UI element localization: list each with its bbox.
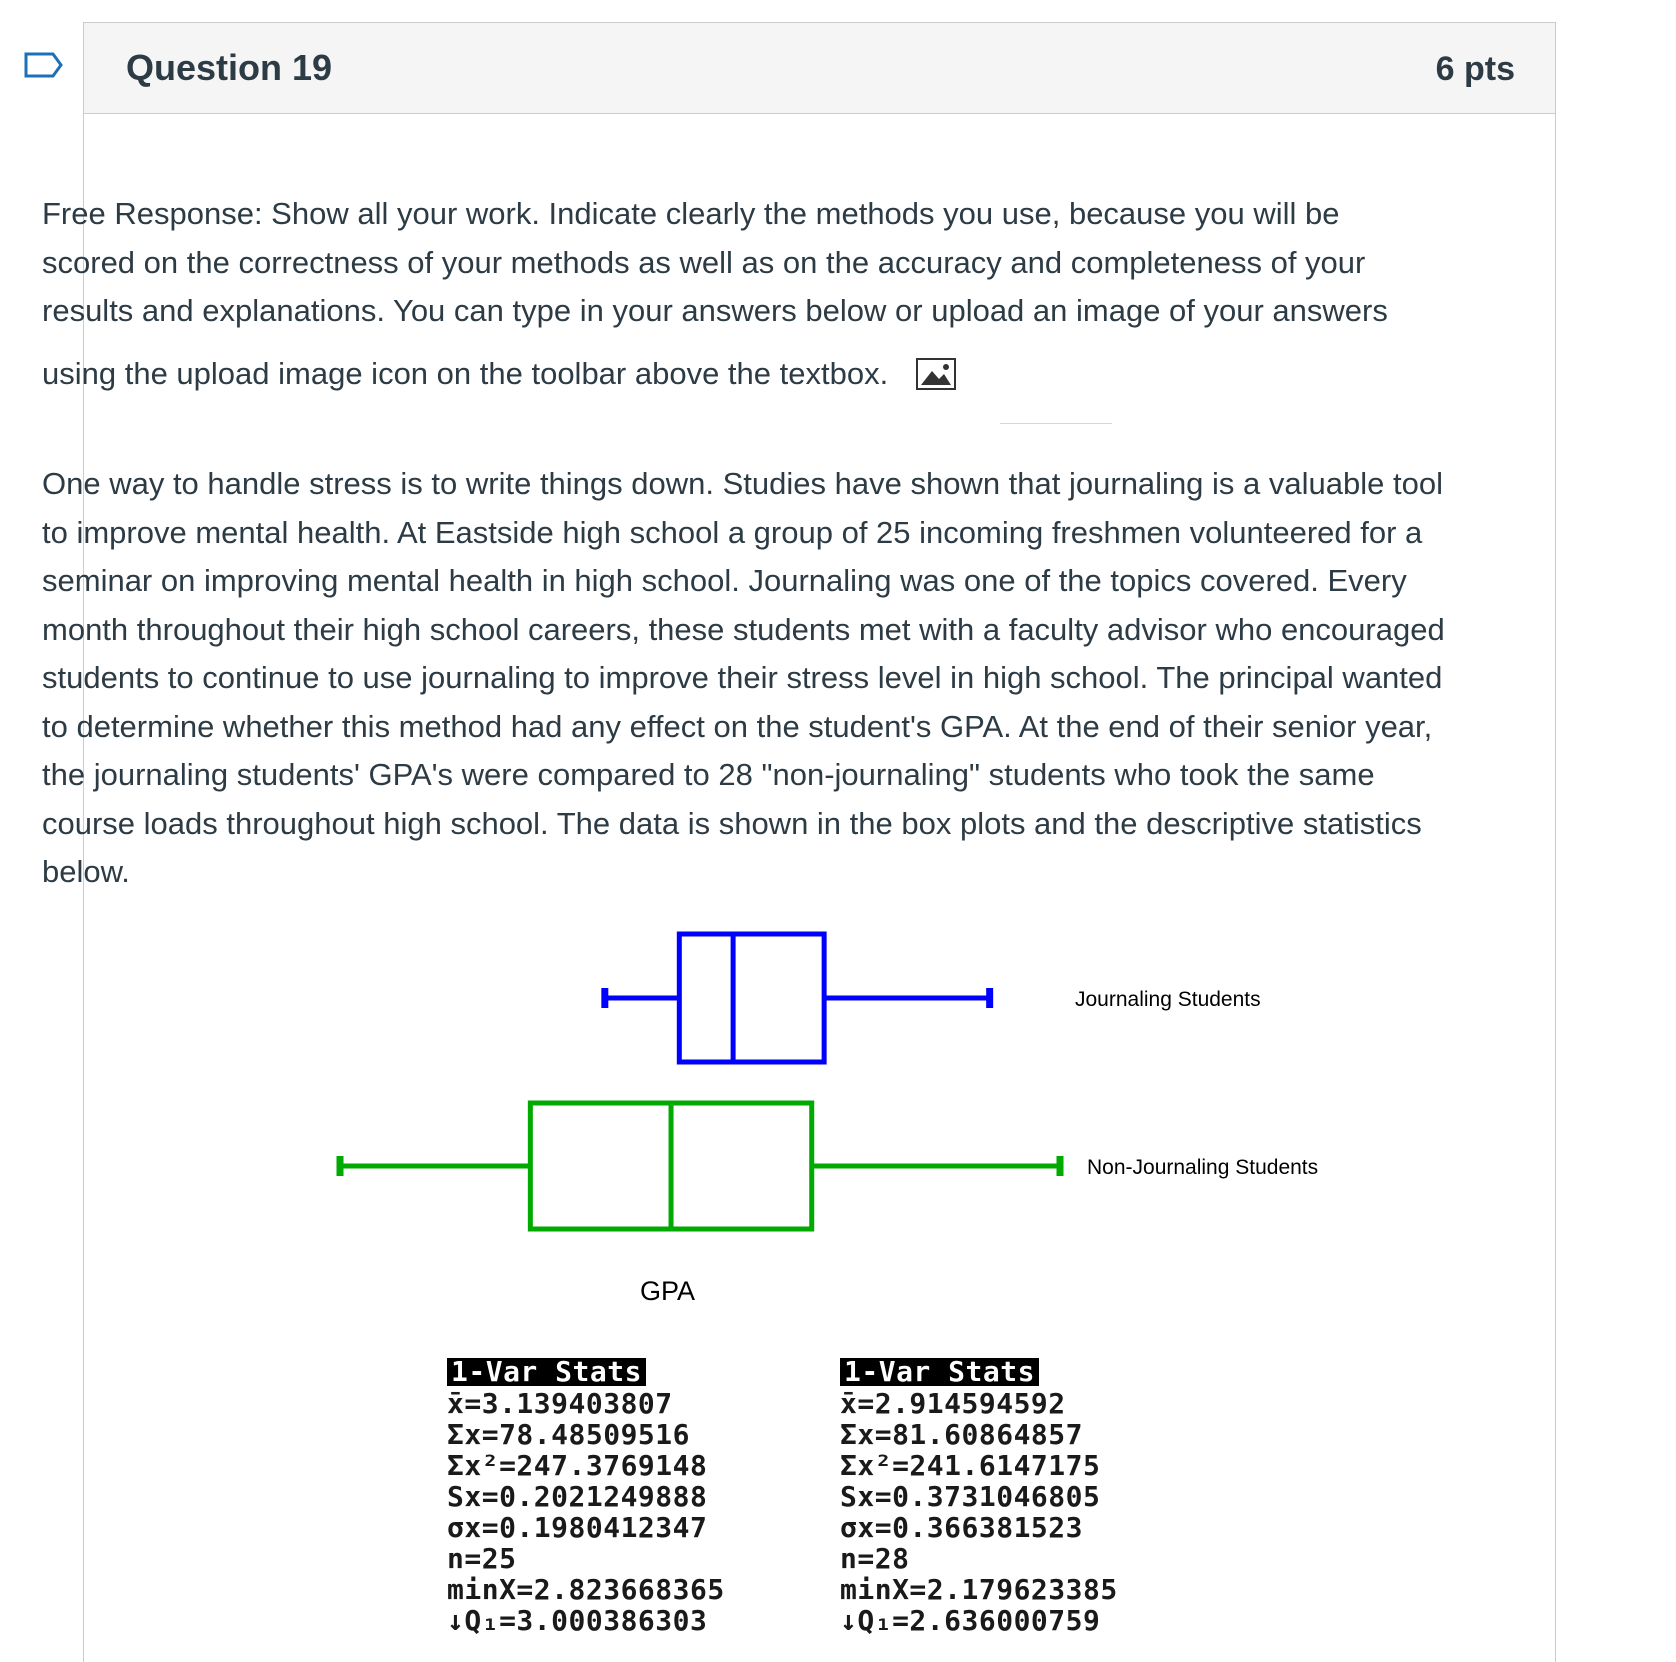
stats-pop-sd: σx=0.366381523	[840, 1511, 1084, 1544]
series-label: Journaling Students	[1075, 988, 1261, 1011]
stats-sum: Σx=81.60864857	[840, 1418, 1084, 1451]
stats-mean: x̄=2.914594592	[840, 1387, 1066, 1420]
question-title: Question 19	[126, 47, 333, 88]
stats-min: minX=2.823668365	[447, 1573, 725, 1606]
stats-non-journaling	[840, 1356, 1118, 1636]
stats-title: 1-Var Stats	[840, 1358, 1039, 1386]
question-points: 6 pts	[1435, 50, 1515, 88]
stats-sum: Σx=78.48509516	[447, 1418, 691, 1451]
stats-pop-sd: σx=0.1980412347	[447, 1511, 708, 1544]
stats-mean: x̄=3.139403807	[447, 1387, 673, 1420]
stats-sample-sd: Sx=0.3731046805	[840, 1480, 1101, 1513]
image-icon	[916, 358, 956, 390]
question-header	[84, 23, 1555, 114]
divider	[1000, 423, 1112, 424]
stats-q1: ↓Q₁=2.636000759	[840, 1604, 1101, 1637]
stats-min: minX=2.179623385	[840, 1573, 1118, 1606]
stats-sum-squares: Σx²=247.3769148	[447, 1449, 708, 1482]
stats-n: n=28	[840, 1542, 910, 1575]
scenario-paragraph: One way to handle stress is to write things down. Studies have shown that journaling is a valuable tool to improve mental health. At Eastside high school a group of 25 incoming freshmen volunteered for a seminar on improving mental health in high school. Journaling was one of the topics covered. Every month throughout their high school careers, these students met with a faculty advisor who encouraged students to continue to use journaling to improve their stress level in high school. The principal wanted to determine whether this method had any effect on the student's GPA. At the end of their senior year, the journaling students' GPA's were compared to 28 "non-journaling" students who took the same course loads throughout high school. The data is shown in the box plots and the descriptive statistics below.	[42, 466, 1445, 889]
instructions-text: Free Response: Show all your work. Indicate clearly the methods you use, because you will be scored on the correctness of your methods as well as on the accuracy and completeness of your results and explanations. You can type in your answers below or upload an image of your answers	[42, 196, 1388, 328]
x-axis-label: GPA	[640, 1276, 696, 1306]
stats-journaling	[447, 1356, 725, 1636]
stats-sample-sd: Sx=0.2021249888	[447, 1480, 708, 1513]
series-label: Non-Journaling Students	[1087, 1156, 1319, 1179]
instructions-paragraph	[42, 190, 1432, 398]
stats-n: n=25	[447, 1542, 517, 1575]
stats-title: 1-Var Stats	[447, 1358, 646, 1386]
stats-sum-squares: Σx²=241.6147175	[840, 1449, 1101, 1482]
flag-question-icon[interactable]	[24, 52, 64, 78]
instructions-last-line-text: using the upload image icon on the toolbar above the textbox.	[42, 355, 889, 391]
instructions-last-line	[42, 350, 1432, 399]
stats-q1: ↓Q₁=3.000386303	[447, 1604, 708, 1637]
